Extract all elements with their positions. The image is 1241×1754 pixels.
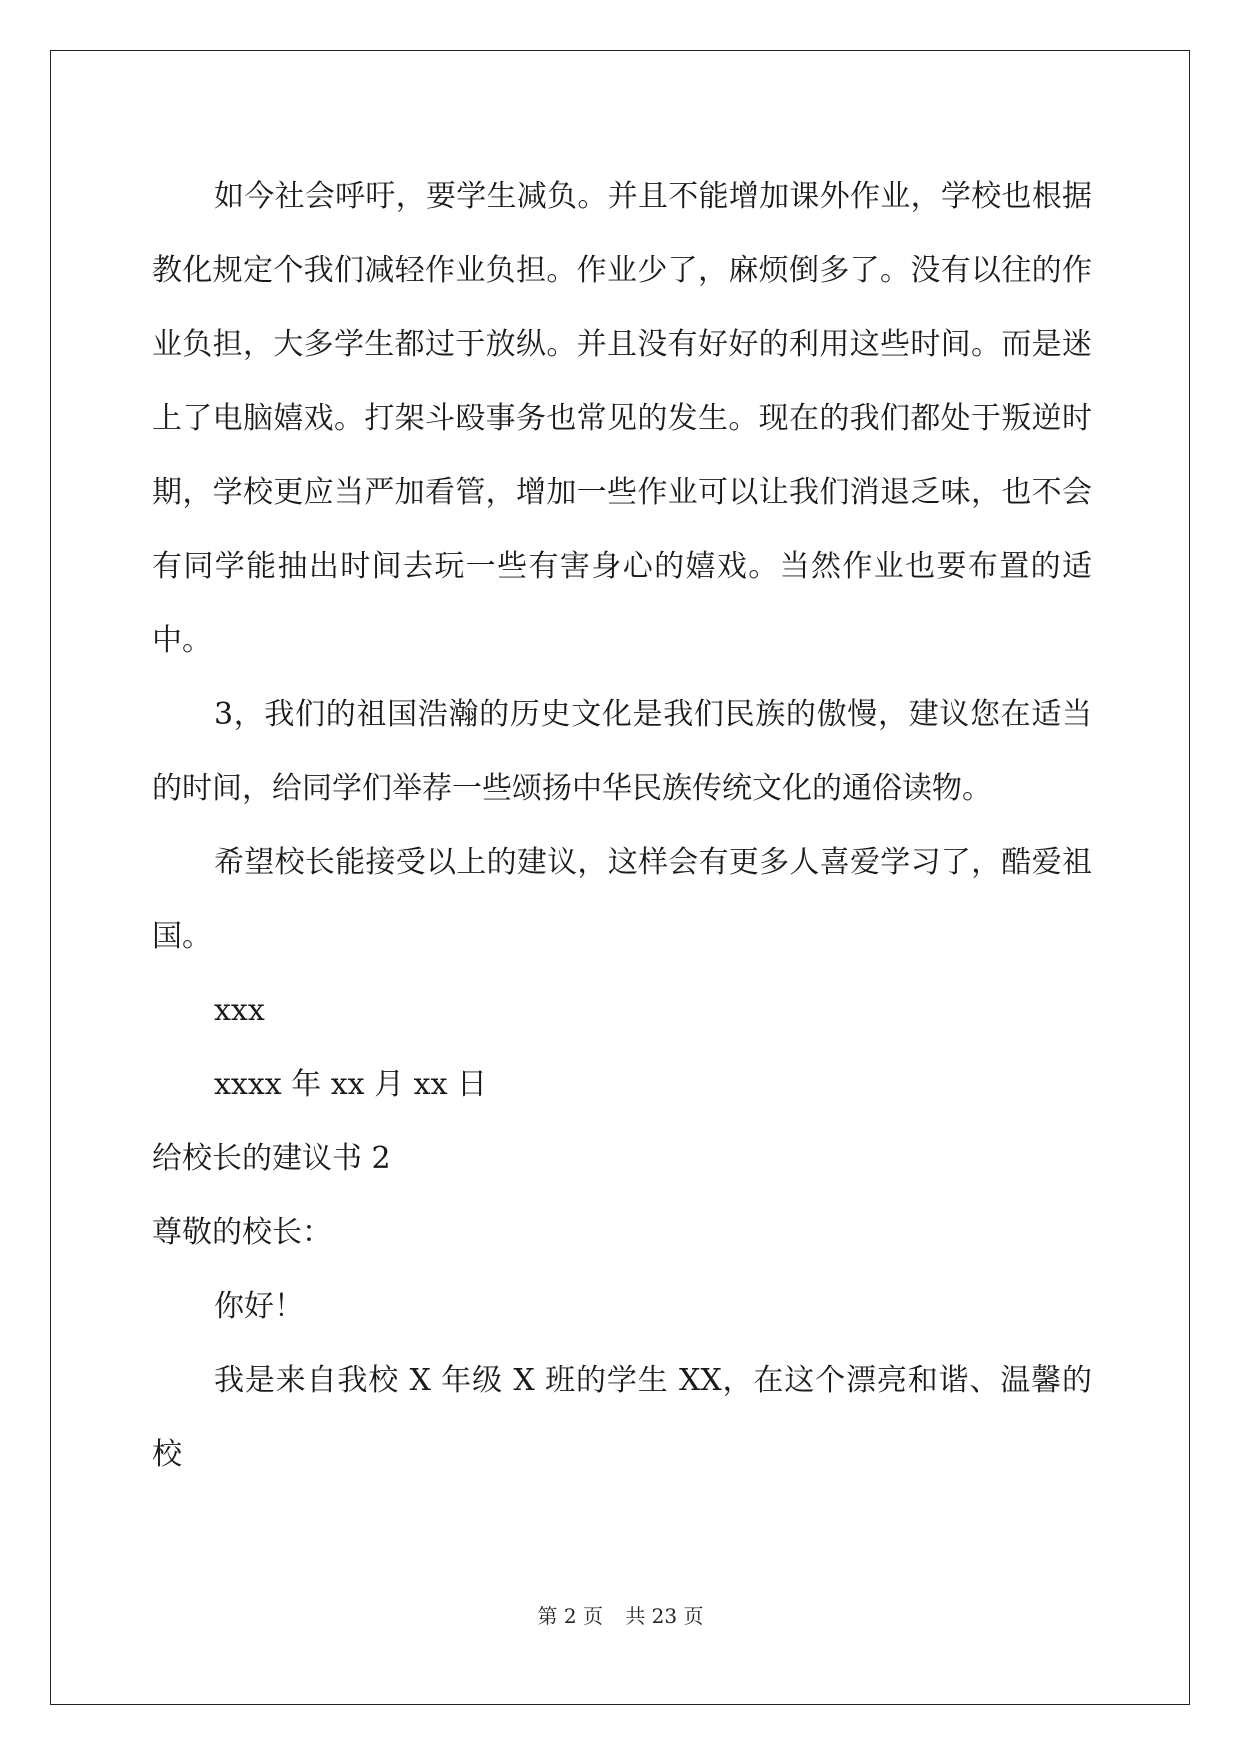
paragraph-homework: 如今社会呼吁，要学生减负。并且不能增加课外作业，学校也根据教化规定个我们减轻作业负担。作业少了，麻烦倒多了。没有以往的作业负担，大多学生都过于放纵。并且没有好好的利用这些时间。而是迷上了电脑嬉戏。打架斗殴事务也常见的发生。现在的我们都处于叛逆时期，学校更应当严加看管，增加一些作业可以让我们消退乏味，也不会有同学能抽出时间去玩一些有害身心的嬉戏。当然作业也要布置的适中。 (152, 179, 1092, 658)
signature-name: xxx (214, 993, 265, 1028)
salutation: 尊敬的校长： (152, 1215, 332, 1250)
signature-date: xxxx 年 xx 月 xx 日 (214, 1067, 488, 1102)
greeting: 你好！ (214, 1289, 304, 1324)
document-body (152, 160, 1092, 1492)
page-number-total: 共 23 页 (625, 1604, 704, 1628)
paragraph-hope: 希望校长能接受以上的建议，这样会有更多人喜爱学习了，酷爱祖国。 (152, 845, 1092, 954)
page-number-current: 第 2 页 (537, 1604, 603, 1628)
page-footer (0, 1600, 1241, 1629)
section-title: 给校长的建议书 2 (152, 1141, 391, 1176)
paragraph-culture: 3，我们的祖国浩瀚的历史文化是我们民族的傲慢，建议您在适当的时间，给同学们举荐一些颂扬中华民族传统文化的通俗读物。 (152, 697, 1092, 806)
opening-line: 我是来自我校 X 年级 X 班的学生 XX，在这个漂亮和谐、温馨的校 (152, 1363, 1092, 1472)
